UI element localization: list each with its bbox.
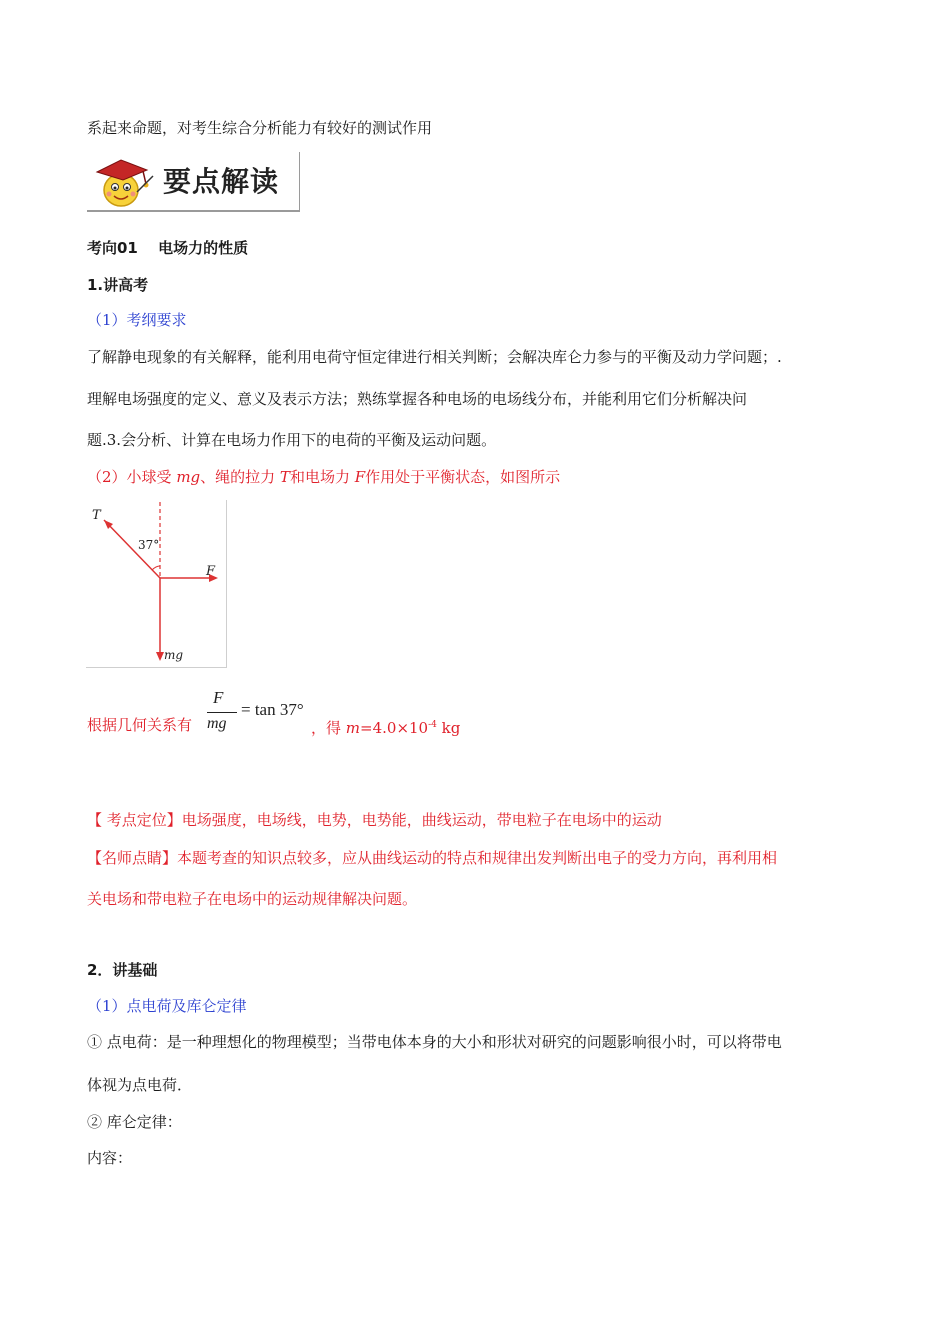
banner-title: 要点解读 — [163, 165, 280, 198]
requirements-line: 理解电场强度的定义、意义及表示方法；熟练掌握各种电场的电场线分布，并能利用它们分析解决问 — [87, 390, 748, 408]
teacher-comment-line: 【名师点睛】本题考查的知识点较多，应从曲线运动的特点和规律出发判断出电子的受力方向，再利用相 — [87, 849, 778, 867]
key-points-banner — [87, 152, 300, 212]
force-label: F — [206, 564, 216, 579]
requirements-title: （1）考纲要求 — [87, 311, 187, 329]
mascot-icon — [91, 154, 161, 210]
teacher-comment-line: 关电场和带电粒子在电场中的运动规律解决问题。 — [87, 890, 418, 908]
part1-title: 1.讲高考 — [87, 276, 149, 294]
requirements-line: 题.3.会分析、计算在电场力作用下的电荷的平衡及运动问题。 — [87, 431, 497, 449]
intro-text: 系起来命题，对考生综合分析能力有较好的测试作用 — [87, 119, 433, 137]
section-heading: 考向01 电场力的性质 — [87, 239, 249, 257]
fraction-bar — [207, 712, 237, 713]
angle-label: 37° — [138, 538, 160, 552]
part2-title: 2．讲基础 — [87, 961, 158, 979]
tension-label: T — [92, 508, 101, 523]
point-charge-line: 体视为点电荷． — [87, 1076, 193, 1094]
relation-prefix: 根据几何关系有 — [87, 716, 193, 734]
relation-result: ，得 $m=4.0\times 10^{-4}$ kg — [311, 719, 461, 737]
force-diagram — [86, 500, 227, 668]
point-charge-title: （1）点电荷及库仑定律 — [87, 997, 247, 1015]
content-label: 内容： — [87, 1149, 133, 1167]
point-charge-line: ① 点电荷：是一种理想化的物理模型；当带电体本身的大小和形状对研究的问题影响很小时，可以将带电 — [87, 1033, 782, 1051]
formula-denominator: mg — [207, 715, 227, 732]
coulomb-law-line: ② 库仑定律： — [87, 1113, 182, 1131]
formula-rhs: = tan 37° — [241, 700, 304, 719]
example2-text: （2）小球受 mg、绳的拉力 T和电场力 F作用处于平衡状态，如图所示 — [87, 468, 561, 486]
gravity-label: mg — [164, 648, 184, 662]
requirements-line: 了解静电现象的有关解释，能利用电荷守恒定律进行相关判断；会解决库仑力参与的平衡及动力学问题；. — [87, 348, 782, 366]
formula-numerator: F — [213, 688, 224, 707]
exam-point-line: 【 考点定位】电场强度，电场线，电势，电势能，曲线运动，带电粒子在电场中的运动 — [87, 811, 662, 829]
